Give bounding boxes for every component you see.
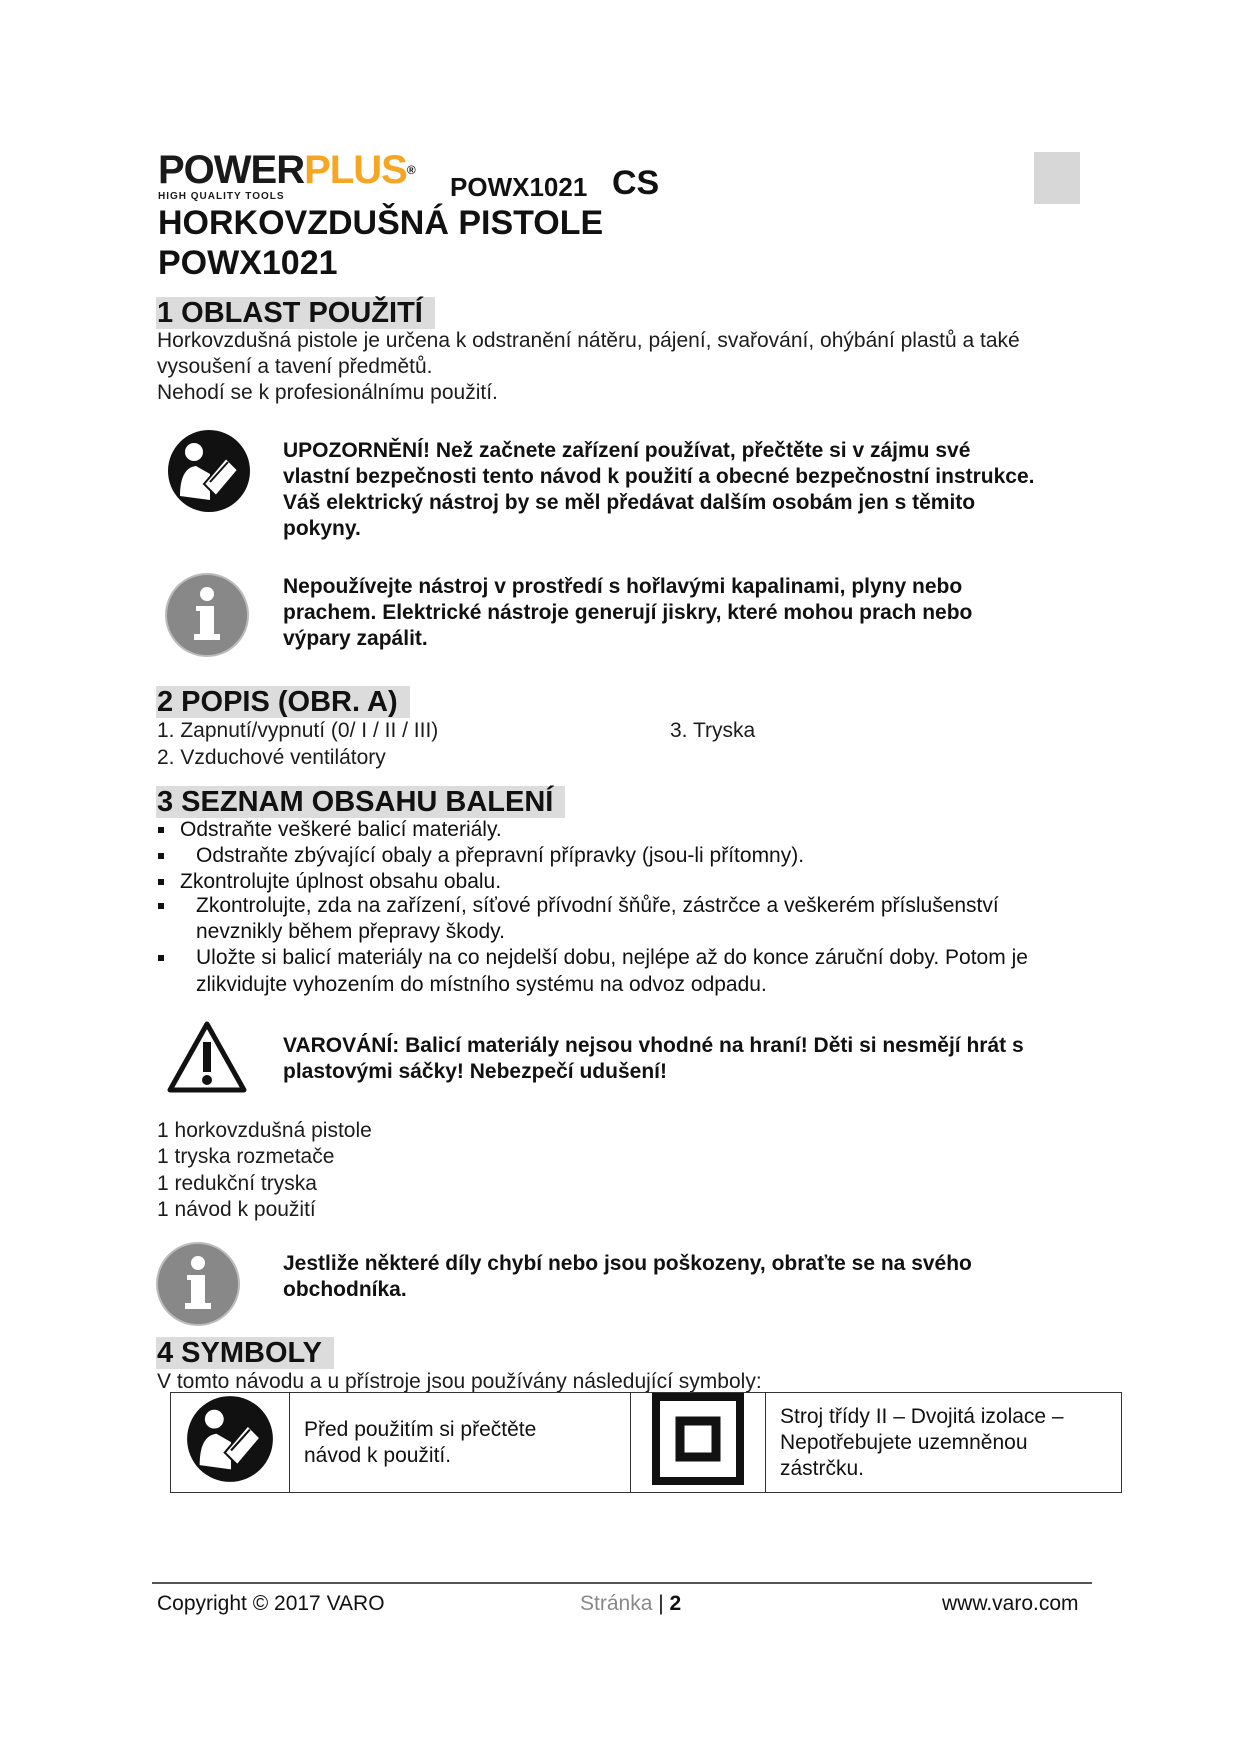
info-text-line: výpary zapálit. [283,627,428,650]
symbol-cell [631,1393,766,1493]
content-list-item: 1 redukční tryska [157,1172,317,1195]
warning-text-line: vlastní bezpečnosti tento návod k použití a obecné bezpečnostní instrukce. [283,465,1035,488]
bullet-text: nevznikly během přepravy škody. [196,920,505,943]
logo-subtitle: HIGH QUALITY TOOLS [158,191,285,202]
section-heading-description: 2 POPIS (OBR. A) [156,686,410,718]
symbol-description-line: Před použitím si přečtěte [304,1417,537,1441]
symbol-description-line: zástrčku. [780,1456,865,1480]
read-manual-icon [166,428,252,514]
bullet-text: Odstraňte veškeré balicí materiály. [180,818,502,841]
warning-text-line: pokyny. [283,517,361,540]
logo-registered-mark: ® [406,163,415,177]
footer-page-label: Stránka [580,1592,653,1615]
logo-power-text: POWER [158,148,305,192]
document-title: HORKOVZDUŠNÁ PISTOLE [158,204,604,242]
symbol-description-cell [766,1393,1122,1493]
section-heading-package-contents: 3 SEZNAM OBSAHU BALENÍ [156,786,565,818]
info-text-line: Jestliže některé díly chybí nebo jsou poškozeny, obraťte se na svého [283,1252,972,1275]
footer-separator: | [658,1592,664,1615]
bullet-dot [158,853,164,859]
footer-page-indicator [580,1592,681,1616]
symbol-description-cell [290,1393,631,1493]
logo-plus-text: PLUS [304,148,407,192]
corner-marker [1034,152,1080,204]
part-list-item: 3. Tryska [670,719,756,742]
document-model-title: POWX1021 [158,244,338,282]
footer-divider [152,1582,1092,1584]
bullet-text: Uložte si balicí materiály na co nejdelší dobu, nejlépe až do konce záruční doby. Potom je [196,946,1028,969]
bullet-dot [158,903,164,909]
bullet-dot [158,827,164,833]
section-heading-usage: 1 OBLAST POUŽITÍ [156,297,435,329]
symbol-description-line: Stroj třídy II – Dvojitá izolace – [780,1404,1064,1428]
model-number: POWX1021 [450,172,588,202]
read-manual-icon [185,1394,275,1484]
symbols-intro: V tomto návodu a u přístroje jsou používány následující symboly: [157,1370,762,1393]
usage-text-line: vysoušení a tavení předmětů. [157,355,433,378]
language-code: CS [612,164,660,202]
part-list-item: 2. Vzduchové ventilátory [157,746,386,769]
bullet-text: zlikvidujte vyhozením do místního systému na odvoz odpadu. [196,973,767,996]
symbol-cell [171,1393,290,1493]
section-heading-symbols: 4 SYMBOLY [156,1337,334,1369]
symbols-table [170,1392,1122,1493]
bullet-text: Odstraňte zbývající obaly a přepravní přípravky (jsou-li přítomny). [196,844,805,867]
info-text-line: obchodníka. [283,1278,407,1301]
info-icon [164,572,250,658]
warning-triangle-icon [166,1020,248,1094]
bullet-dot [158,955,164,961]
symbol-description-line: Nepotřebujete uzemněnou [780,1430,1028,1454]
warning-text-line: plastovými sáčky! Nebezpečí udušení! [283,1060,667,1083]
info-icon [155,1241,241,1327]
bullet-text: Zkontrolujte, zda na zařízení, síťové přívodní šňůře, zástrčce a veškerém příslušenství [196,894,999,917]
footer-website-link[interactable]: www.varo.com [942,1592,1079,1615]
footer-page-number: 2 [669,1592,682,1615]
usage-text-line: Horkovzdušná pistole je určena k odstranění nátěru, pájení, svařování, ohýbání plastů a také [157,329,1020,352]
content-list-item: 1 tryska rozmetače [157,1145,335,1168]
part-list-item: 1. Zapnutí/vypnutí (0/ I / II / III) [157,719,439,742]
bullet-text: Zkontrolujte úplnost obsahu obalu. [180,870,502,893]
content-list-item: 1 návod k použití [157,1198,316,1221]
footer-copyright: Copyright © 2017 VARO [157,1592,385,1615]
brand-logo [158,150,438,200]
bullet-dot [158,879,164,885]
info-text-line: Nepoužívejte nástroj v prostředí s hořlavými kapalinami, plyny nebo [283,575,963,598]
warning-text-line: VAROVÁNÍ: Balicí materiály nejsou vhodné na hraní! Děti si nesmějí hrát s [283,1034,1024,1057]
warning-text-line: UPOZORNĚNÍ! Než začnete zařízení používat, přečtěte si v zájmu své [283,439,971,462]
warning-text-line: Váš elektrický nástroj by se měl předávat dalším osobám jen s těmito [283,491,976,514]
content-list-item: 1 horkovzdušná pistole [157,1119,372,1142]
symbol-description-line: návod k použití. [304,1443,452,1467]
info-text-line: prachem. Elektrické nástroje generují jiskry, které mohou prach nebo [283,601,973,624]
double-insulation-icon [652,1393,744,1485]
usage-text-line: Nehodí se k profesionálnímu použití. [157,381,498,404]
